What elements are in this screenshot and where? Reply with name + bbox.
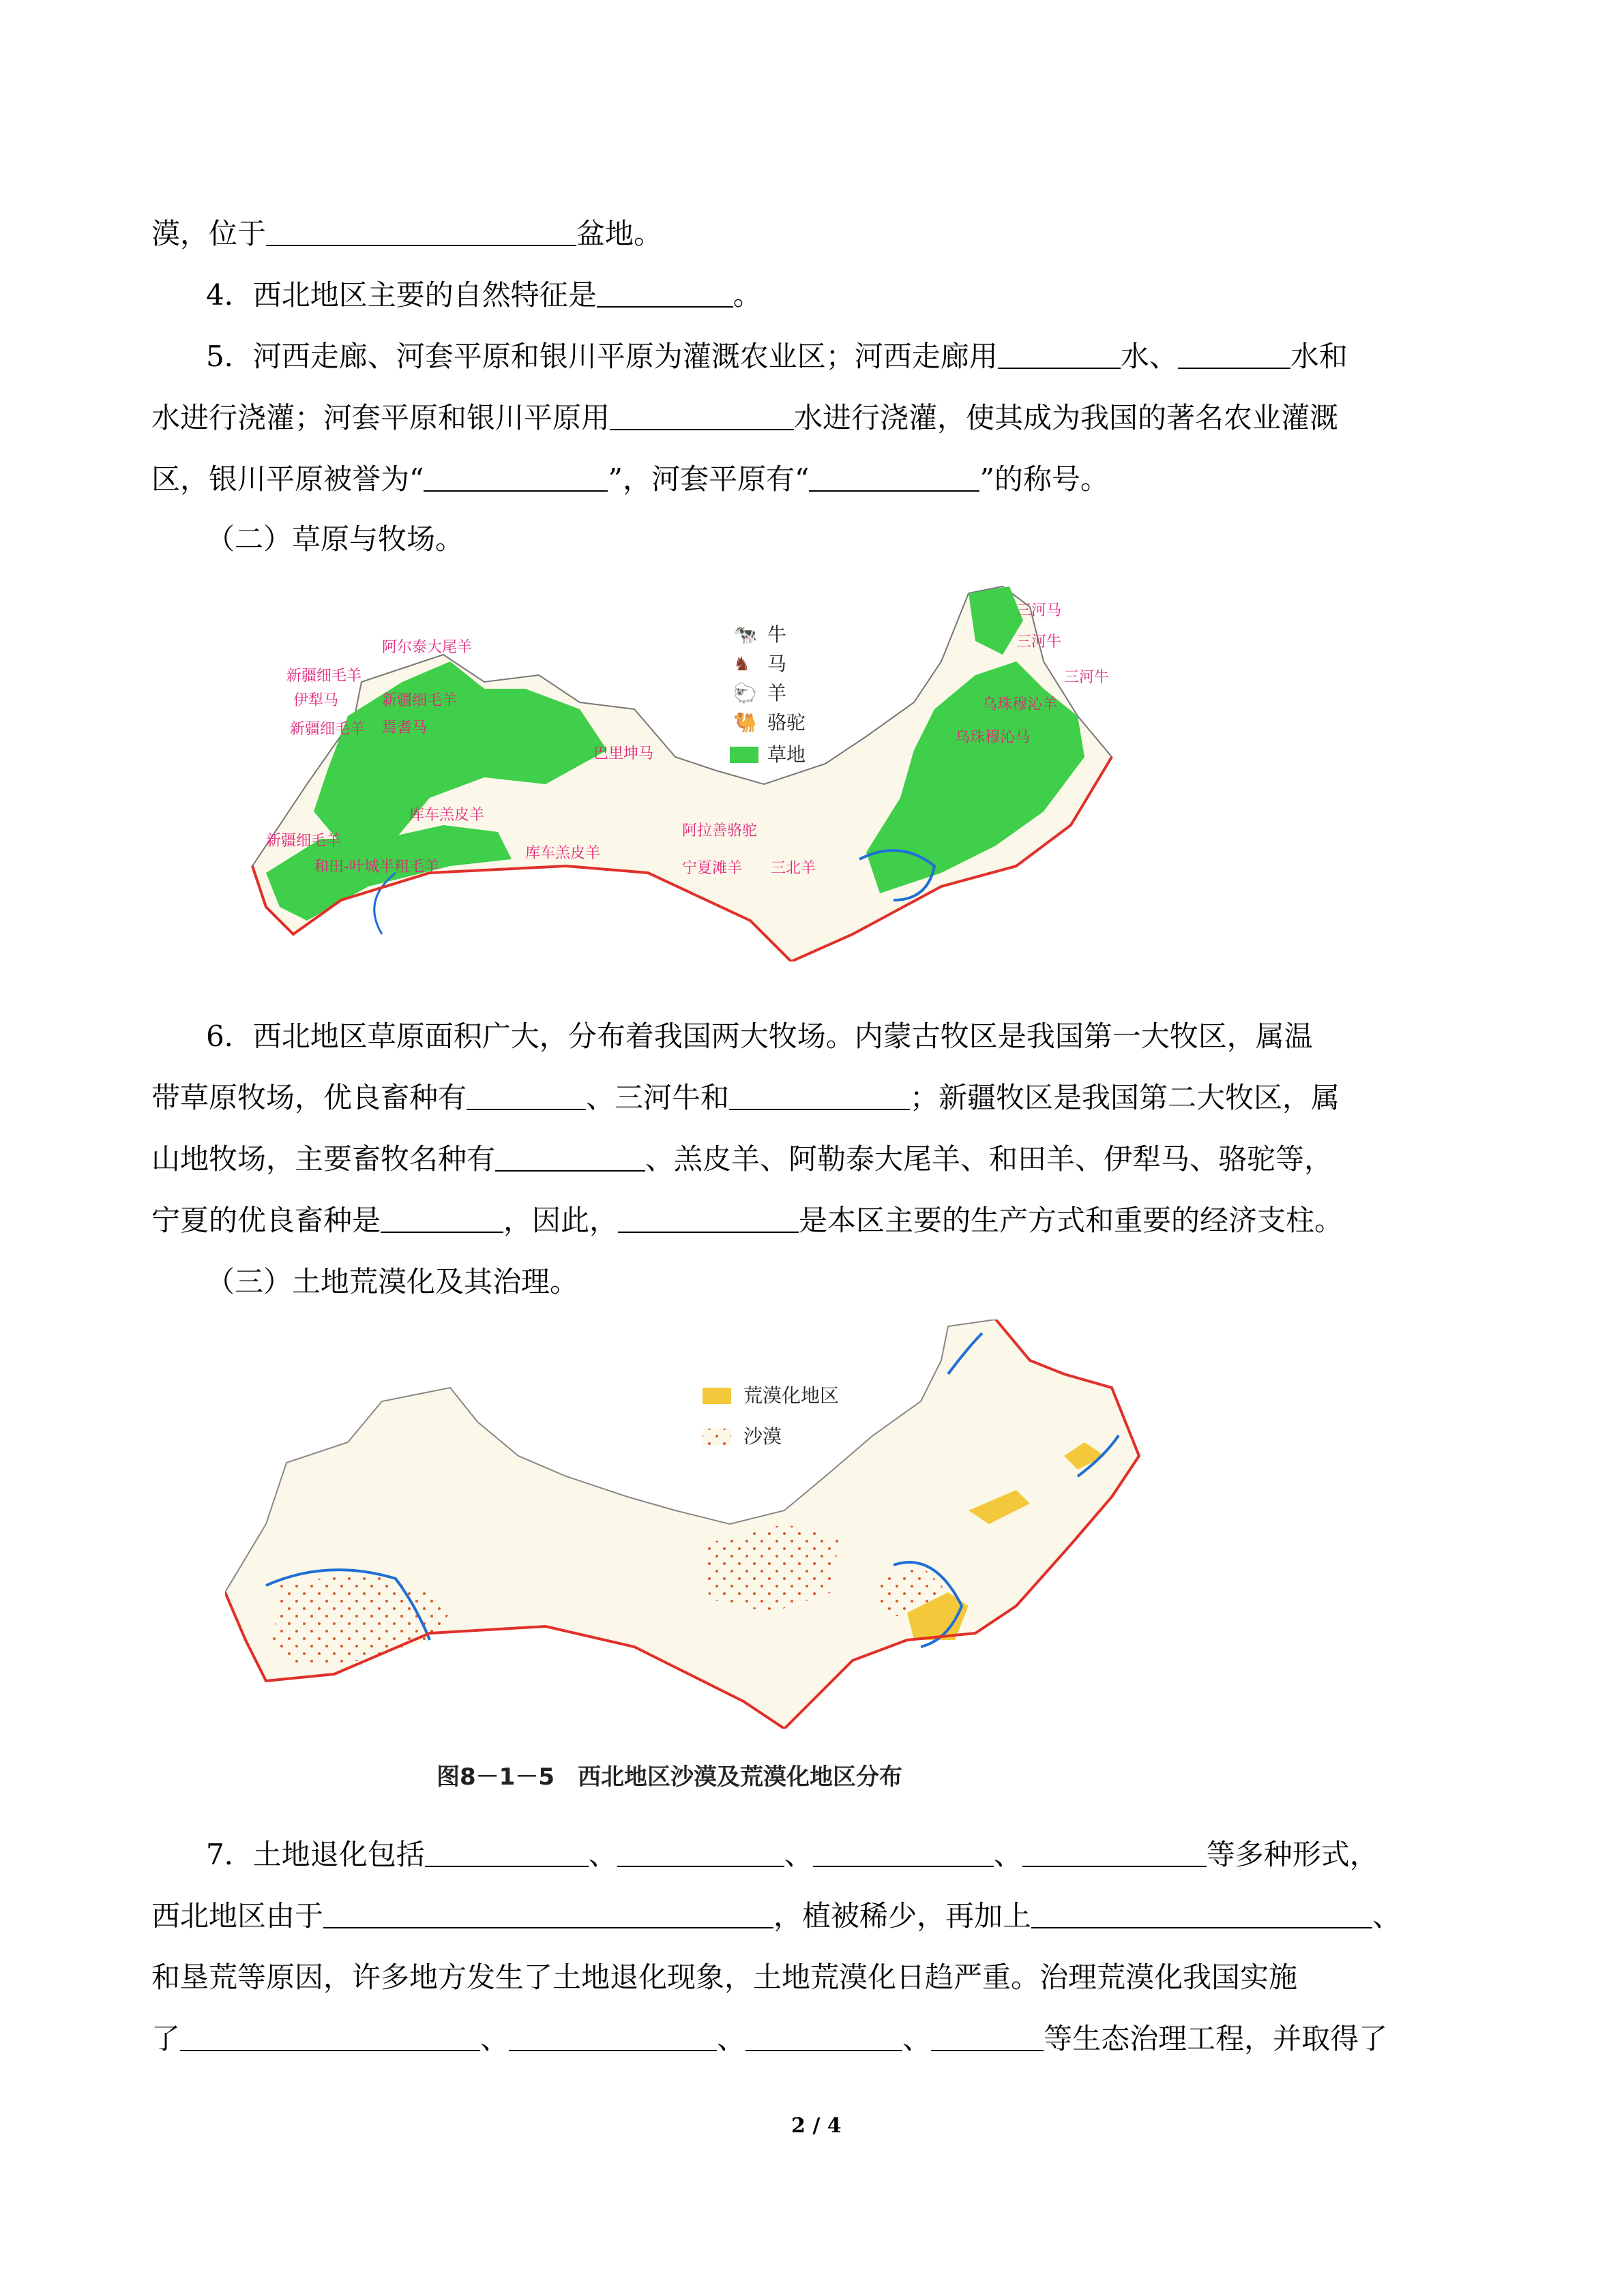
blank[interactable] (180, 2024, 480, 2051)
breed-label: 三河牛 (1016, 633, 1062, 651)
desertification-map (225, 1320, 1153, 1729)
blank[interactable] (931, 2024, 1044, 2051)
blank[interactable] (381, 1206, 503, 1233)
legend-cattle: 牛 (767, 623, 787, 646)
desert-swatch (703, 1429, 731, 1445)
blank[interactable] (495, 1144, 645, 1172)
camel-icon: 🐫 (733, 711, 757, 734)
cattle-icon: 🐄 (733, 623, 757, 646)
q6-line4: 宁夏的优良畜种是 ，因此， 是本区主要的生产方式和重要的经济支柱。 (151, 1204, 1344, 1237)
q7-line3: 和垦荒等原因，许多地方发生了土地退化现象，土地荒漠化日趋严重。治理荒漠化我国实施 (151, 1960, 1298, 1994)
breed-label: 阿拉善骆驼 (682, 822, 758, 839)
breed-label: 三北羊 (771, 860, 816, 877)
breed-label: 宁夏滩羊 (682, 860, 743, 877)
desertified-swatch (703, 1388, 731, 1404)
blank[interactable] (809, 464, 979, 492)
blank[interactable] (424, 464, 608, 492)
grassland-map (225, 580, 1132, 961)
q5-line1: 5．河西走廊、河套平原和银川平原为灌溉农业区；河西走廊用 水、 水和 (206, 340, 1348, 373)
breed-label: 库车羔皮羊 (525, 845, 601, 862)
blank[interactable] (425, 1840, 589, 1867)
q7-line4: 了 、 、 、 等生态治理工程，并取得了 (151, 2022, 1388, 2055)
breed-label: 库车羔皮羊 (409, 807, 485, 824)
page-number: 2 / 4 (791, 2114, 842, 2138)
sheep-icon: 🐑 (733, 682, 757, 704)
blank[interactable] (1022, 1840, 1207, 1867)
q4-line: 4．西北地区主要的自然特征是 。 (206, 278, 762, 312)
q6-line2: 带草原牧场，优良畜种有 、三河牛和 ；新疆牧区是我国第二大牧区，属 (151, 1081, 1340, 1114)
blank[interactable] (509, 2024, 717, 2051)
legend-sheep: 羊 (767, 682, 787, 704)
q3-line: 漠，位于 盆地。 (151, 217, 663, 250)
breed-label: 新疆细毛羊 (286, 668, 362, 685)
breed-label: 阿尔泰大尾羊 (382, 639, 473, 656)
legend-camel: 骆驼 (767, 711, 806, 734)
map1-legend (730, 623, 806, 766)
blank[interactable] (617, 1840, 784, 1867)
map2-legend (703, 1384, 839, 1448)
blank[interactable] (266, 219, 576, 246)
blank[interactable] (467, 1083, 586, 1110)
horse-icon: ♞ (733, 653, 751, 675)
q7-line1: 7．土地退化包括 、 、 、 等多种形式， (206, 1838, 1378, 1871)
figure-caption: 图8－1－5 西北地区沙漠及荒漠化地区分布 (437, 1763, 902, 1791)
legend-grass: 草地 (767, 743, 806, 766)
q6-line3: 山地牧场，主要畜牧名种有 、羔皮羊、阿勒泰大尾羊、和田羊、伊犁马、骆驼等， (151, 1142, 1333, 1176)
q5-line2: 水进行浇灌；河套平原和银川平原用 水进行浇灌，使其成为我国的著名农业灌溉 (151, 401, 1339, 434)
breed-label: 新疆细毛羊 (266, 833, 342, 850)
breed-label: 新疆细毛羊 (290, 721, 366, 738)
blank[interactable] (618, 1206, 799, 1233)
blank[interactable] (729, 1083, 910, 1110)
breed-label: 三河牛 (1064, 669, 1110, 686)
blank[interactable] (1178, 342, 1290, 369)
legend-horse: 马 (767, 653, 787, 675)
section3-heading: （三）土地荒漠化及其治理。 (206, 1265, 579, 1298)
blank[interactable] (745, 2024, 902, 2051)
q7-line2: 西北地区由于 ，植被稀少，再加上 、 (151, 1899, 1402, 1933)
breed-label: 乌珠穆沁马 (955, 729, 1031, 746)
q6-line1: 6．西北地区草原面积广大，分布着我国两大牧场。内蒙古牧区是我国第一大牧区，属温 (206, 1019, 1313, 1053)
region-outline (225, 1320, 1139, 1729)
blank[interactable] (998, 342, 1121, 369)
breed-label: 巴里坤马 (593, 745, 654, 762)
blank[interactable] (1031, 1901, 1372, 1928)
legend-desert: 沙漠 (743, 1425, 782, 1448)
blank[interactable] (323, 1901, 773, 1928)
q5-line3: 区，银川平原被誉为“ ”，河套平原有“ ”的称号。 (151, 462, 1109, 496)
breed-label: 乌珠穆沁羊 (982, 696, 1058, 713)
section2-heading: （二）草原与牧场。 (206, 522, 464, 556)
blank[interactable] (610, 403, 794, 430)
breed-label: 三河马 (1016, 602, 1062, 619)
breed-label: 新疆细毛羊 (382, 692, 458, 709)
blank[interactable] (597, 280, 733, 308)
breed-label: 和田-叶城半粗毛羊 (314, 859, 439, 876)
grass-swatch (730, 747, 758, 763)
breed-label: 伊犁马 (293, 692, 339, 709)
legend-desertified: 荒漠化地区 (743, 1384, 840, 1407)
breed-label: 焉耆马 (382, 719, 428, 736)
blank[interactable] (813, 1840, 994, 1867)
